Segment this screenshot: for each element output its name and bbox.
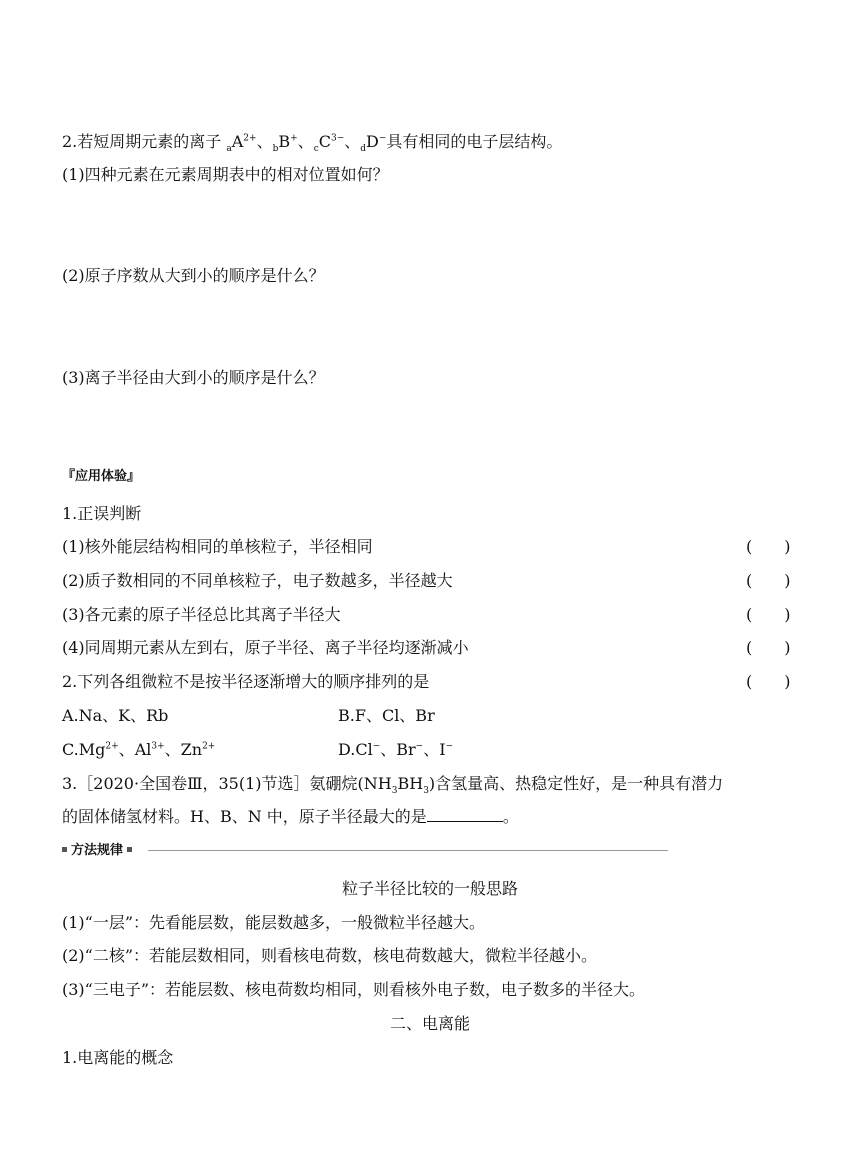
judge-item-3: (3)各元素的原子半径总比其离子半径大: [62, 605, 341, 624]
judge-item-4: (4)同周期元素从左到右，原子半径、离子半径均逐渐减小: [62, 638, 469, 657]
q2-sub3: (3)离子半径由大到小的顺序是什么？: [62, 368, 325, 387]
judge-title: 1.正误判断: [62, 504, 142, 523]
answer-paren: ( ): [746, 605, 791, 624]
option-d: D.Cl−、Br−、I−: [338, 740, 454, 759]
method-item-2: (2)“二核”：若能层数相同，则看核电荷数，核电荷数越大，微粒半径越小。: [62, 946, 598, 965]
method-heading: 粒子半径比较的一般思路: [341, 879, 518, 898]
q3-line1: 3.［2020·全国卷Ⅲ，35(1)节选］氨硼烷$(NH_3BH_3)$含氢量高、热稳定性好，是一种具有潜力: [62, 774, 724, 797]
answer-paren: ( ): [746, 537, 791, 556]
square-bullet-icon: [62, 847, 67, 852]
method-divider: [148, 850, 668, 851]
square-bullet-icon: [127, 847, 132, 852]
option-c: $C.Mg^{2+}$、$Al^{3+}$、$Zn^{2+}$: [62, 740, 216, 759]
q2-sub1: (1)四种元素在元素周期表中的相对位置如何？: [62, 165, 389, 184]
q2-sub2: (2)原子序数从大到小的顺序是什么？: [62, 266, 325, 285]
option-b: B.F、Cl、Br: [338, 706, 435, 725]
judge-item-2: (2)质子数相同的不同单核粒子，电子数越多，半径越大: [62, 571, 453, 590]
section2-item-1: 1.电离能的概念: [62, 1048, 174, 1067]
q2-intro: 2.若短周期元素的离子 $_aA^{2+}$、$_b$B+、$_cC^{3-}$、$_d$D−具有相同的电子层结构。: [62, 132, 563, 155]
method-tag: 方法规律: [62, 840, 132, 862]
section2-heading: 二、电离能: [389, 1014, 470, 1033]
answer-paren: ( ): [746, 638, 791, 657]
method-item-3: (3)“三电子”：若能层数、核电荷数均相同，则看核外电子数，电子数多的半径大。: [62, 980, 646, 999]
answer-blank[interactable]: [427, 807, 503, 822]
answer-paren: ( ): [746, 571, 791, 590]
mc-stem: 2.下列各组微粒不是按半径逐渐增大的顺序排列的是: [62, 672, 430, 691]
judge-item-1: (1)核外能层结构相同的单核粒子，半径相同: [62, 537, 373, 556]
option-a: A.Na、K、Rb: [62, 706, 169, 725]
answer-paren: ( ): [746, 672, 791, 691]
section-tag: 『应用体验』: [62, 469, 141, 484]
method-item-1: (1)“一层”：先看能层数，能层数越多，一般微粒半径越大。: [62, 913, 486, 932]
q3-line2: 的固体储氢材料。H、B、N 中，原子半径最大的是 。: [62, 807, 519, 826]
